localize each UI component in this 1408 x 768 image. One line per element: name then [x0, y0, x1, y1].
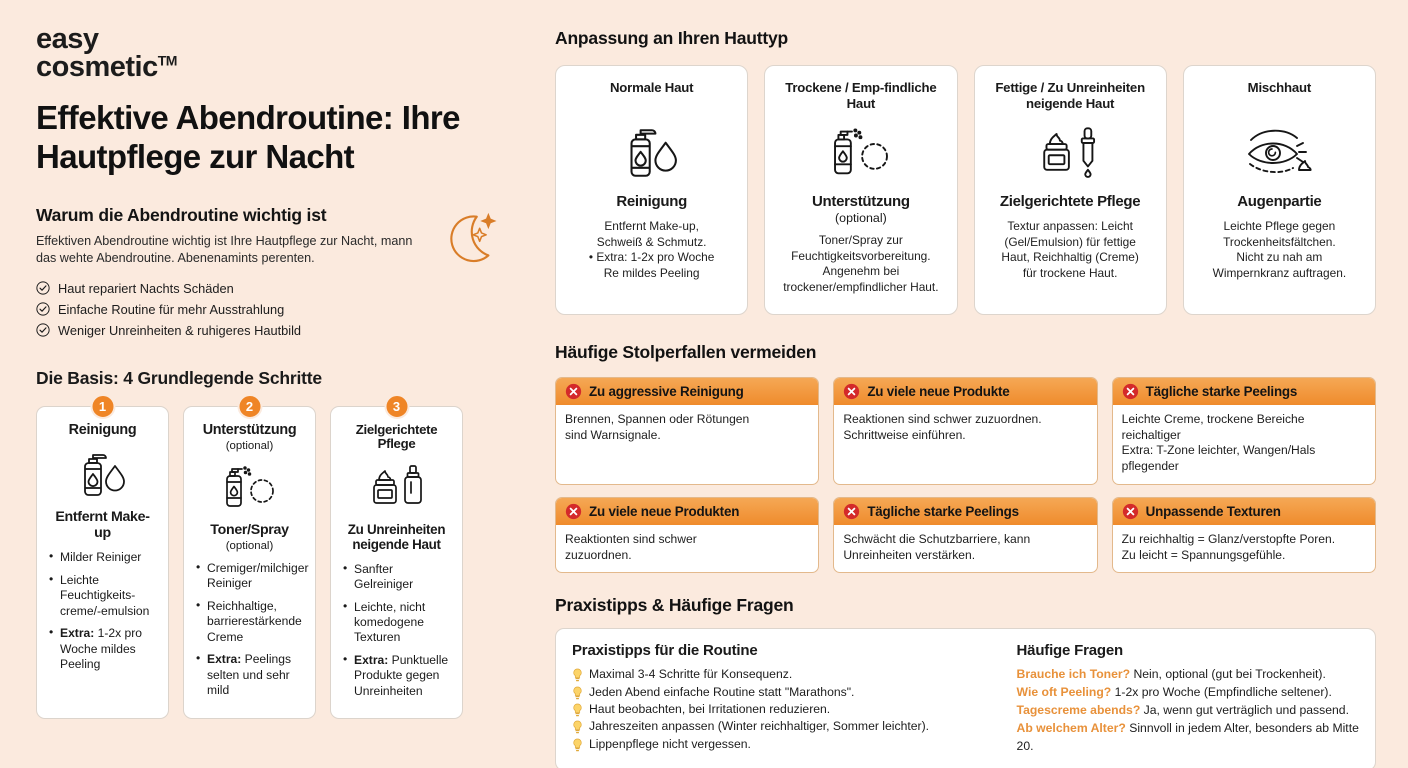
skin-card-lead: Reinigung	[616, 193, 687, 210]
lightbulb-icon	[572, 738, 583, 752]
pitfall-card[interactable]	[1112, 497, 1376, 573]
pitfall-head	[834, 378, 1096, 405]
tip-text: Lippenpflege nicht vergessen.	[589, 736, 751, 751]
skin-card-normal[interactable]	[555, 65, 748, 315]
checklist-label: Haut repariert Nachts Schäden	[58, 280, 234, 296]
tip-text: Maximal 3-4 Schritte für Konsequenz.	[589, 667, 793, 682]
pitfall-body: Schwächt die Schutzbarriere, kann Unreinheiten verstärken.	[843, 531, 1031, 562]
step-icon-wrap	[341, 462, 452, 514]
why-section	[36, 205, 548, 338]
list-item	[572, 736, 991, 753]
trademark-symbol: TM	[157, 51, 177, 68]
cream-jar-dropper-icon	[366, 463, 428, 513]
list-item: • Cremiger/milchiger Reiniger	[196, 561, 305, 592]
faq-answer: Nein, optional (gut bei Trockenheit).	[1130, 667, 1326, 682]
list-item	[1017, 720, 1359, 756]
steps-row	[36, 398, 548, 720]
list-item: • Leichte, nicht komedogene Texturen	[343, 600, 452, 646]
cream-jar-dropper-icon	[1035, 125, 1105, 181]
pitfall-card[interactable]	[833, 497, 1097, 573]
step-card-1[interactable]	[36, 398, 169, 720]
step-badge: 1	[90, 394, 115, 419]
faq-heading: Häufige Fragen	[1016, 642, 1123, 660]
pump-bottle-droplet-icon	[74, 450, 132, 500]
step-lead: Toner/Spray	[210, 521, 289, 538]
faq-answer: 1-2x pro Woche (Empfindliche seltener).	[1111, 685, 1332, 700]
practice-card	[555, 628, 1376, 768]
list-item: • Sanfter Gelreiniger	[343, 562, 452, 593]
skin-card-body: Toner/Spray zur Feuchtigkeitsvorbereitung. Angenehm bei trockener/empfindlicher Haut.	[783, 232, 939, 294]
skin-card-lead: Augenpartie	[1237, 193, 1322, 210]
skin-card-combination[interactable]	[1183, 65, 1376, 315]
list-item	[1017, 702, 1359, 720]
faq-question: Ab welchem Alter?	[1016, 721, 1126, 736]
pitfall-card[interactable]	[833, 377, 1097, 485]
pitfall-body: Reaktionten sind schwer zuzuordnen.	[565, 531, 697, 562]
skin-icon-wrap	[986, 122, 1155, 184]
checklist-label: Einfache Routine für mehr Ausstrahlung	[58, 301, 285, 317]
skin-card-lead: Zielgerichtete Pflege	[999, 193, 1141, 210]
faq-answer: Sinnvoll in jedem Alter, besonders ab Mitte 20.	[1016, 721, 1359, 754]
pitfall-title: Tägliche starke Peelings	[1145, 384, 1298, 399]
brand-line-1: easy	[36, 23, 99, 55]
tip-text: Haut beobachten, bei Irritationen reduzieren.	[589, 701, 831, 716]
step-badge: 2	[237, 394, 262, 419]
page-title: Effektive Abendroutine: Ihre Hautpflege zur Nacht	[36, 99, 460, 176]
faq-question: Wie oft Peeling?	[1016, 685, 1112, 700]
skin-section-heading: Anpassung an Ihren Hauttyp	[555, 28, 789, 48]
step-lead-sub: (optional)	[225, 539, 274, 552]
pitfall-body: Brennen, Spannen oder Rötungen sind Warnsignale.	[565, 412, 750, 442]
step-bullets	[194, 560, 309, 699]
pump-bottle-droplet-icon	[619, 124, 685, 182]
skin-icon-wrap	[567, 122, 736, 184]
why-body-text: Effektiven Abendroutine wichtig ist Ihre Hautpflege zur Nacht, mann das wehte Abendroutine. Abenenamints perenten.	[36, 233, 413, 266]
check-circle-icon	[36, 323, 50, 337]
lightbulb-icon	[572, 703, 583, 717]
step-bullets	[47, 550, 158, 672]
left-column	[0, 0, 548, 768]
eye-care-icon	[1241, 124, 1317, 182]
error-x-circle-icon	[843, 383, 860, 400]
lightbulb-icon	[572, 720, 583, 734]
skin-card-head: Normale Haut	[609, 80, 694, 95]
skin-card-head: Fettige / Zu Unreinheiten neigende Haut	[995, 80, 1145, 111]
skin-card-body: Textur anpassen: Leicht (Gel/Emulsion) für fettige Haut, Reichhaltig (Creme) für trockene Haut.	[1001, 218, 1139, 280]
pitfall-title: Zu viele neue Produkten	[589, 503, 740, 519]
check-circle-icon	[36, 302, 50, 316]
skin-icon-wrap	[1195, 122, 1364, 184]
list-item	[572, 718, 991, 735]
tip-text: Jahreszeiten anpassen (Winter reichhaltiger, Sommer leichter).	[589, 719, 930, 734]
faq-question: Tagescreme abends?	[1016, 703, 1141, 718]
spray-bottle-pad-icon	[219, 464, 281, 512]
pitfall-head	[556, 498, 818, 525]
list-item	[1017, 666, 1359, 684]
pitfall-body: Reaktionen sind schwer zuzuordnen. Schrittweise einführen.	[843, 412, 1042, 442]
moon-stars-icon	[438, 207, 500, 269]
skin-card-lead: Unterstützung	[811, 193, 910, 210]
step-icon-wrap	[47, 449, 158, 501]
skin-card-sub: (optional)	[835, 210, 887, 225]
skin-card-head: Mischhaut	[1247, 80, 1312, 95]
list-item	[36, 302, 548, 317]
brand-logo	[36, 23, 548, 83]
step-subtitle: (optional)	[225, 439, 274, 452]
error-x-circle-icon	[843, 503, 860, 520]
pitfall-title: Tägliche starke Peelings	[867, 503, 1019, 519]
step-card-2[interactable]	[183, 398, 316, 720]
skin-card-body: Entfernt Make-up, Schweiß & Schmutz. • Extra: 1-2x pro Woche Re mildes Peeling	[567, 219, 736, 282]
practice-section-heading: Praxistipps & Häufige Fragen	[555, 595, 794, 616]
basis-section-heading: Die Basis: 4 Grundlegende Schritte	[36, 367, 322, 388]
list-item	[572, 701, 991, 718]
step-icon-wrap	[194, 462, 305, 514]
step-lead: Zu Unreinheiten neigende Haut	[347, 521, 446, 553]
skin-card-head: Trockene / Emp-findliche Haut	[785, 80, 937, 111]
list-item	[572, 684, 991, 701]
list-item	[572, 666, 991, 683]
why-heading: Warum die Abendroutine wichtig ist	[36, 204, 327, 225]
brand-line-2: cosmetic™	[36, 50, 177, 83]
step-card-3[interactable]	[330, 398, 463, 720]
list-item: • Milder Reiniger	[49, 550, 158, 565]
error-x-circle-icon	[1122, 383, 1139, 400]
pitfall-head	[556, 378, 818, 405]
pitfall-title: Zu viele neue Produkte	[867, 384, 1010, 399]
tips-column	[572, 642, 991, 756]
error-x-circle-icon	[1122, 503, 1139, 520]
list-item	[36, 323, 548, 338]
checklist-label: Weniger Unreinheiten & ruhigeres Hautbild	[58, 322, 302, 338]
skin-cards-row	[555, 65, 1376, 315]
lightbulb-icon	[572, 668, 583, 682]
tips-heading: Praxistipps für die Routine	[572, 642, 758, 660]
list-item: • Extra: 1-2x pro Woche mildes Peeling	[49, 626, 158, 672]
check-circle-icon	[36, 281, 50, 295]
pitfall-card[interactable]	[555, 497, 819, 573]
lightbulb-icon	[572, 686, 583, 700]
pitfall-body: Zu reichhaltig = Glanz/verstopfte Poren. Zu leicht = Spannungsgefühle.	[1121, 531, 1336, 562]
spray-bottle-pad-icon	[826, 125, 896, 181]
error-x-circle-icon	[565, 383, 582, 400]
step-title: Reinigung	[68, 421, 137, 438]
list-item: • Extra: Peelings selten und sehr mild	[196, 652, 305, 698]
error-x-circle-icon	[565, 503, 582, 520]
faq-question: Brauche ich Toner?	[1016, 667, 1131, 682]
list-item: • Extra: Punktuelle Produkte gegen Unreinheiten	[343, 653, 452, 699]
pitfalls-section-heading: Häufige Stolperfallen vermeiden	[555, 342, 817, 362]
list-item: • Reichhaltige, barrierestärkende Creme	[196, 599, 305, 645]
step-title: Unterstützung	[202, 421, 297, 438]
list-item	[1017, 684, 1359, 702]
list-item	[36, 281, 548, 296]
skin-card-oily[interactable]	[974, 65, 1167, 315]
benefit-checklist	[36, 281, 548, 338]
pitfall-title: Unpassende Texturen	[1145, 503, 1281, 519]
step-bullets	[341, 562, 452, 700]
skin-icon-wrap	[776, 122, 945, 184]
pitfalls-grid	[555, 377, 1376, 573]
step-badge: 3	[384, 394, 409, 419]
pitfall-head	[1113, 498, 1375, 525]
right-column	[548, 0, 1408, 768]
faq-column	[1017, 642, 1359, 756]
pitfall-title: Zu aggressive Reinigung	[589, 384, 744, 399]
list-item: • Leichte Feuchtigkeits-creme/-emulsion	[49, 573, 158, 619]
pitfall-head	[1113, 378, 1375, 405]
pitfall-card[interactable]	[555, 377, 819, 485]
skin-card-dry[interactable]	[764, 65, 957, 315]
step-title: Zielgerichtete Pflege	[355, 421, 438, 452]
tip-text: Jeden Abend einfache Routine statt "Marathons".	[589, 684, 855, 699]
pitfall-body: Leichte Creme, trockene Bereiche reichaltiger Extra: T-Zone leichter, Wangen/Hals pflegender	[1121, 412, 1316, 474]
faq-answer: Ja, wenn gut verträglich und passend.	[1140, 703, 1349, 718]
step-lead: Entfernt Make-up	[55, 508, 150, 541]
pitfall-card[interactable]	[1112, 377, 1376, 485]
pitfall-head	[834, 498, 1096, 525]
skin-card-body: Leichte Pflege gegen Trockenheitsfältchen. Nicht zu nah am Wimpernkranz auftragen.	[1212, 218, 1347, 280]
